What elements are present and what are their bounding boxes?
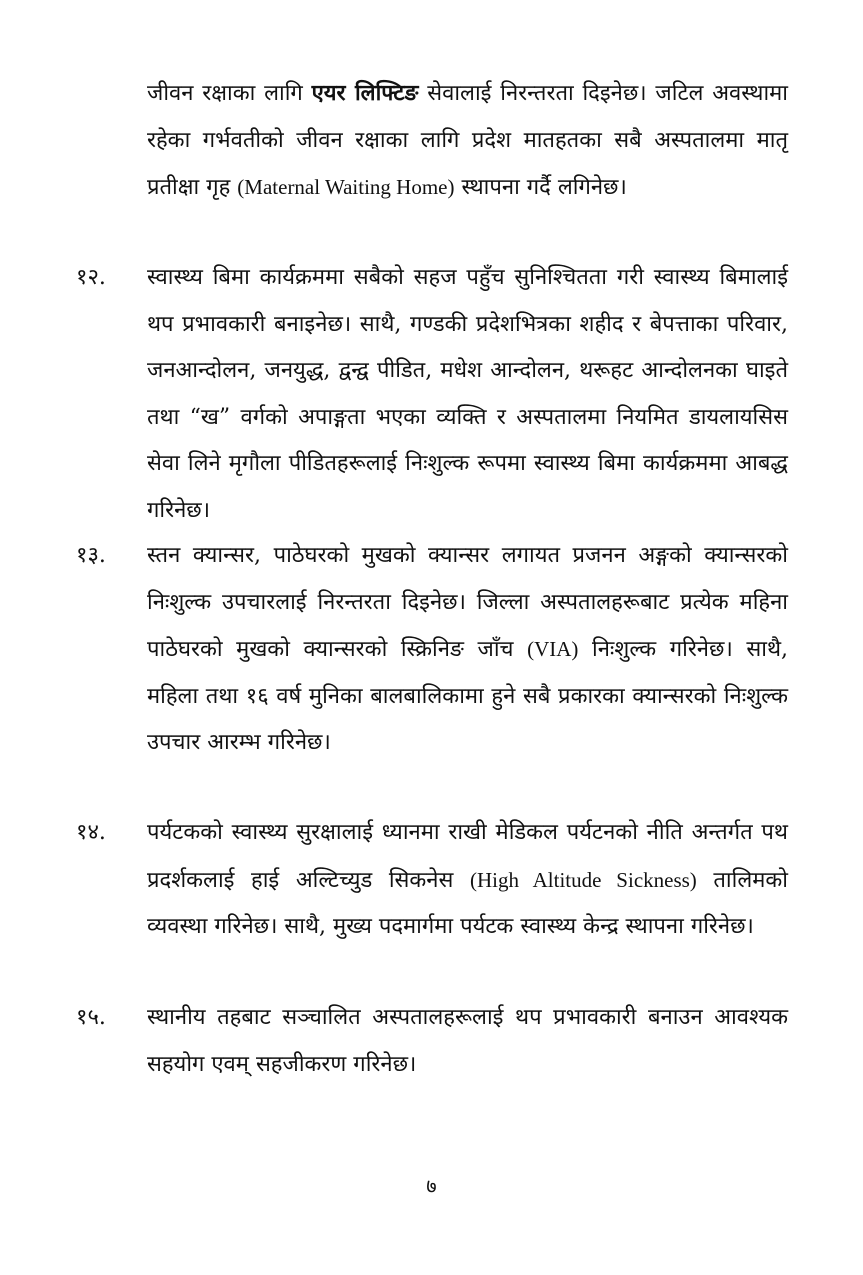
via-term: (VIA) [527, 637, 579, 661]
item-14-text-1: पर्यटकको स्वास्थ्य सुरक्षालाई ध्यानमा राखी मेडिकल पर्यटनको नीति अन्तर्गत पथ प्रदर्शकलाई हाई अल्टिच्युड सिकनेस [147, 820, 788, 893]
item-15-text: स्थानीय तहबाट सञ्चालित अस्पतालहरूलाई थप प्रभावकारी बनाउन आवश्यक सहयोग एवम् सहजीकरण गरिनेछ। [147, 1005, 788, 1077]
high-altitude-sickness-term: (High Altitude Sickness) [469, 867, 697, 892]
item-13-paragraph [147, 533, 788, 767]
air-lifting-term: एयर लिफ्टिङ [311, 80, 419, 106]
item-12-text: स्वास्थ्य बिमा कार्यक्रममा सबैको सहज पहुँच सुनिश्चितता गरी स्वास्थ्य बिमालाई थप प्रभावकारी बनाइनेछ। साथै, गण्डकी प्रदेशभित्रका शहीद र बेपत्ताका परिवार, जनआन्दोलन, जनयुद्ध, द्वन्द्व पीडित, मधेश आन्दोलन, थरूहट आन्दोलनका घाइते तथा “ख” वर्गको अपाङ्गता भएका व्यक्ति र अस्पतालमा नियमित डायलायसिस सेवा लिने मृगौला पीडितहरूलाई निःशुल्क रूपमा स्वास्थ्य बिमा कार्यक्रममा आबद्ध गरिनेछ। [147, 265, 788, 523]
item-15-number: १५. [76, 1005, 106, 1030]
item-12-number: १२. [76, 265, 106, 290]
intro-text-3: स्थापना गर्दै लगिनेछ। [454, 175, 627, 200]
page-number: ७ [426, 1174, 437, 1198]
item-14-paragraph [147, 810, 788, 951]
intro-text-1: जीवन रक्षाका लागि [147, 81, 312, 106]
item-14-number: १४. [76, 820, 106, 845]
item-14-text-2: तालिमको व्यवस्था गरिनेछ। साथै, मुख्य पदमार्गमा पर्यटक स्वास्थ्य केन्द्र स्थापना गरिनेछ। [147, 867, 788, 939]
item-13-text-2: निःशुल्क गरिनेछ। साथै, महिला तथा १६ वर्ष मुनिका बालबालिकामा हुने सबै प्रकारका क्यान्सरको निःशुल्क उपचार आरम्भ गरिनेछ। [147, 637, 788, 755]
intro-paragraph [147, 70, 788, 212]
intro-text-2: सेवालाई निरन्तरता दिइनेछ। जटिल अवस्थामा रहेका गर्भवतीको जीवन रक्षाका लागि प्रदेश मातहतका सबै अस्पतालमा मातृ प्रतीक्षा गृह [147, 81, 789, 200]
item-13-number: १३. [76, 543, 106, 568]
maternal-waiting-home-term: (Maternal Waiting Home) [237, 175, 455, 199]
item-13-text-1: स्तन क्यान्सर, पाठेघरको मुखको क्यान्सर लगायत प्रजनन अङ्गको क्यान्सरको निःशुल्क उपचारलाई निरन्तरता दिइनेछ। जिल्ला अस्पतालहरूबाट प्रत्येक महिना पाठेघरको मुखको क्यान्सरको स्क्रिनिङ जाँच [147, 543, 788, 662]
